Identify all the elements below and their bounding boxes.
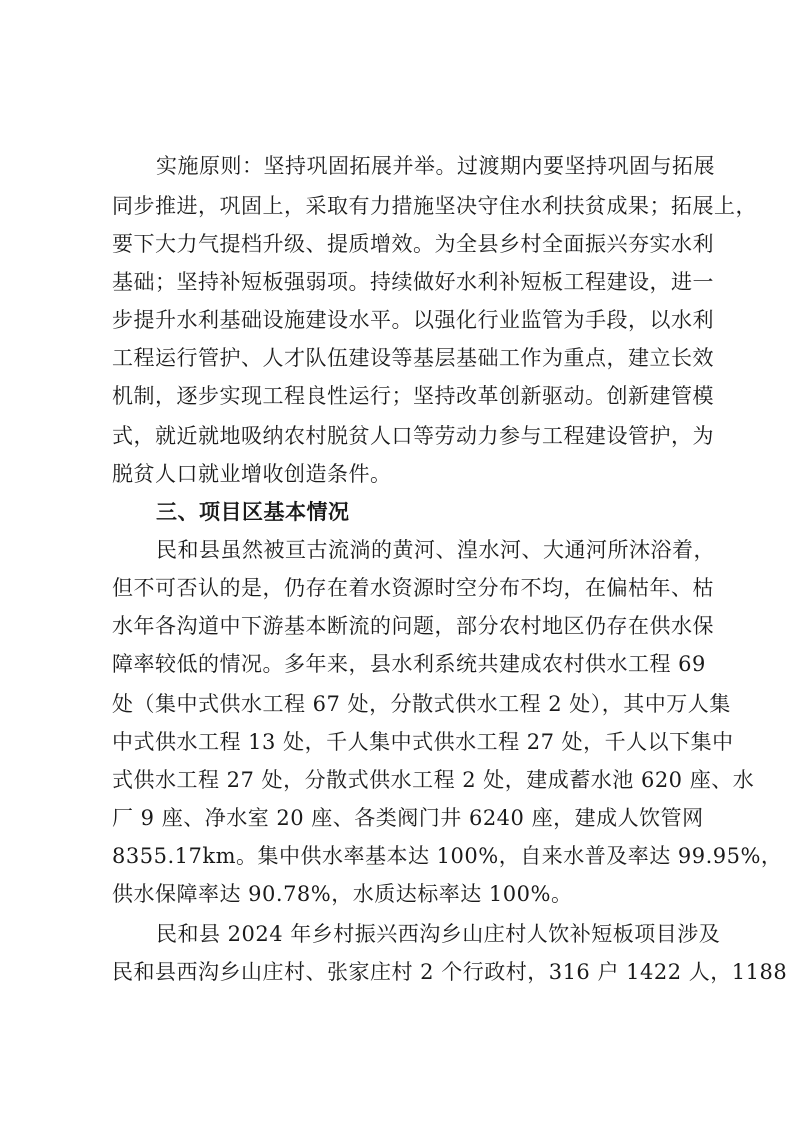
text-line: 障率较低的情况。多年来，县水利系统共建成农村供水工程 69 (112, 652, 706, 676)
text-line: 实施原则：坚持巩固拓展并举。过渡期内要坚持巩固与拓展 (156, 154, 715, 178)
text-line: 但不可否认的是，仍存在着水资源时空分布不均，在偏枯年、枯 (112, 576, 714, 600)
text-line: 式，就近就地吸纳农村脱贫人口等劳动力参与工程建设管护，为 (112, 424, 714, 448)
text-line: 厂 9 座、净水室 20 座、各类阀门井 6240 座，建成人饮管网 (112, 806, 704, 830)
text-line: 要下大力气提档升级、提质增效。为全县乡村全面振兴夯实水利 (112, 232, 714, 256)
text-line: 脱贫人口就业增收创造条件。 (112, 462, 392, 486)
text-line: 8355.17km。集中供水率基本达 100%，自来水普及率达 99.95%， (112, 844, 783, 868)
text-line: 中式供水工程 13 处，千人集中式供水工程 27 处，千人以下集中 (112, 730, 734, 754)
text-line: 水年各沟道中下游基本断流的问题，部分农村地区仍存在供水保 (112, 614, 714, 638)
text-line: 步提升水利基础设施建设水平。以强化行业监管为手段，以水利 (112, 308, 714, 332)
text-line: 民和县西沟乡山庄村、张家庄村 2 个行政村，316 户 1422 人，1188 (112, 960, 788, 984)
text-line: 工程运行管护、人才队伍建设等基层基础工作为重点，建立长效 (112, 346, 714, 370)
text-line: 基础；坚持补短板强弱项。持续做好水利补短板工程建设，进一 (112, 270, 714, 294)
section-heading: 三、项目区基本情况 (156, 500, 350, 524)
text-line: 供水保障率达 90.78%，水质达标率达 100%。 (112, 882, 573, 906)
text-line: 民和县 2024 年乡村振兴西沟乡山庄村人饮补短板项目涉及 (156, 922, 721, 946)
text-line: 民和县虽然被亘古流淌的黄河、湟水河、大通河所沐浴着， (156, 538, 715, 562)
text-line: 式供水工程 27 处，分散式供水工程 2 处，建成蓄水池 620 座、水 (112, 768, 755, 792)
text-line: 机制，逐步实现工程良性运行；坚持改革创新驱动。创新建管模 (112, 384, 714, 408)
text-line: 处（集中式供水工程 67 处，分散式供水工程 2 处），其中万人集 (112, 692, 731, 716)
text-line: 同步推进，巩固上，采取有力措施坚决守住水利扶贫成果；拓展上， (112, 194, 757, 218)
